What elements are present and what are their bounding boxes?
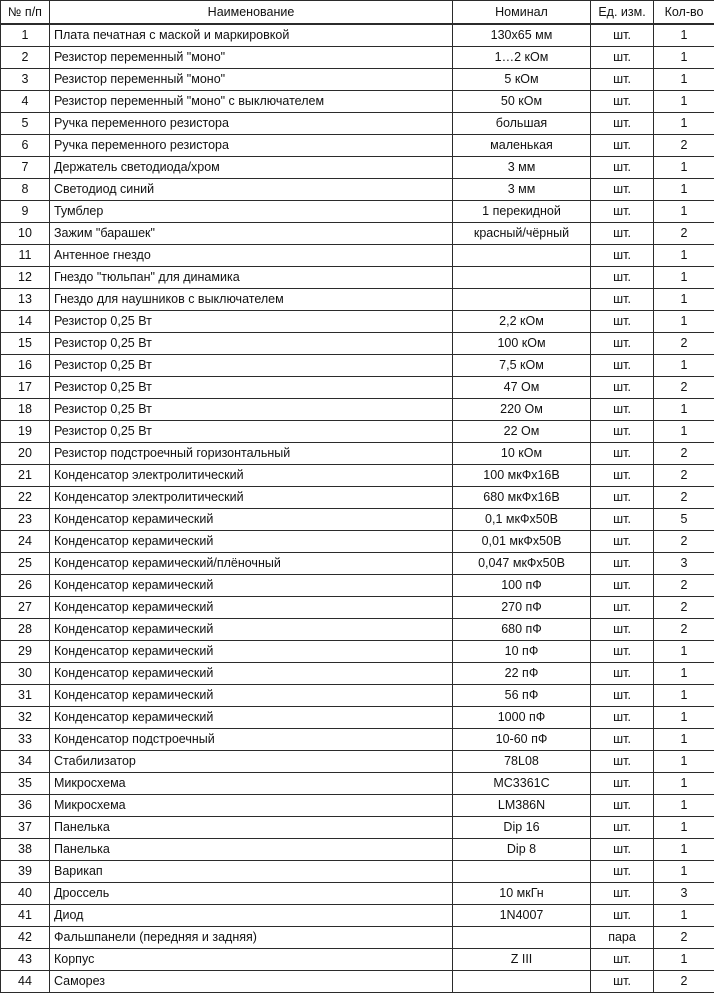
cell-quantity: 1 xyxy=(654,179,714,201)
cell-quantity: 1 xyxy=(654,839,714,861)
cell-name: Резистор 0,25 Вт xyxy=(50,399,453,421)
cell-value: 0,1 мкФх50В xyxy=(453,509,591,531)
cell-name: Резистор 0,25 Вт xyxy=(50,421,453,443)
cell-name: Конденсатор электролитический xyxy=(50,465,453,487)
column-header-name: Наименование xyxy=(50,1,453,25)
table-row xyxy=(1,795,714,817)
cell-quantity: 1 xyxy=(654,311,714,333)
cell-unit: шт. xyxy=(591,619,654,641)
cell-number: 9 xyxy=(1,201,50,223)
table-row xyxy=(1,883,714,905)
cell-number: 27 xyxy=(1,597,50,619)
cell-value: MC3361C xyxy=(453,773,591,795)
cell-quantity: 1 xyxy=(654,817,714,839)
cell-value: 10 мкГн xyxy=(453,883,591,905)
cell-number: 21 xyxy=(1,465,50,487)
cell-number: 40 xyxy=(1,883,50,905)
cell-quantity: 1 xyxy=(654,113,714,135)
column-header-quantity: Кол-во xyxy=(654,1,714,25)
cell-number: 19 xyxy=(1,421,50,443)
cell-value: 22 пФ xyxy=(453,663,591,685)
cell-quantity: 2 xyxy=(654,333,714,355)
table-row xyxy=(1,289,714,311)
cell-number: 28 xyxy=(1,619,50,641)
cell-value: 10 кОм xyxy=(453,443,591,465)
cell-name: Светодиод синий xyxy=(50,179,453,201)
cell-quantity: 1 xyxy=(654,795,714,817)
cell-quantity: 1 xyxy=(654,245,714,267)
table-row xyxy=(1,949,714,971)
cell-unit: шт. xyxy=(591,795,654,817)
cell-value: 0,047 мкФх50В xyxy=(453,553,591,575)
cell-quantity: 1 xyxy=(654,905,714,927)
cell-quantity: 1 xyxy=(654,289,714,311)
cell-number: 14 xyxy=(1,311,50,333)
cell-number: 12 xyxy=(1,267,50,289)
cell-name: Резистор переменный "моно" xyxy=(50,69,453,91)
cell-value: маленькая xyxy=(453,135,591,157)
cell-name: Дроссель xyxy=(50,883,453,905)
cell-name: Панелька xyxy=(50,839,453,861)
table-row xyxy=(1,157,714,179)
cell-quantity: 2 xyxy=(654,971,714,993)
cell-number: 18 xyxy=(1,399,50,421)
cell-value: Dip 8 xyxy=(453,839,591,861)
cell-number: 17 xyxy=(1,377,50,399)
table-row xyxy=(1,245,714,267)
cell-unit: шт. xyxy=(591,773,654,795)
table-row xyxy=(1,355,714,377)
table-row xyxy=(1,333,714,355)
table-row xyxy=(1,179,714,201)
cell-name: Резистор переменный "моно" с выключателем xyxy=(50,91,453,113)
cell-unit: шт. xyxy=(591,685,654,707)
cell-value: 10-60 пФ xyxy=(453,729,591,751)
cell-value: 0,01 мкФх50В xyxy=(453,531,591,553)
cell-number: 15 xyxy=(1,333,50,355)
cell-unit: шт. xyxy=(591,531,654,553)
table-row xyxy=(1,47,714,69)
cell-number: 33 xyxy=(1,729,50,751)
cell-value: 680 мкФх16В xyxy=(453,487,591,509)
table-row xyxy=(1,971,714,993)
cell-quantity: 1 xyxy=(654,421,714,443)
cell-name: Конденсатор электролитический xyxy=(50,487,453,509)
cell-number: 5 xyxy=(1,113,50,135)
cell-number: 26 xyxy=(1,575,50,597)
cell-value xyxy=(453,245,591,267)
table-row xyxy=(1,597,714,619)
cell-name: Конденсатор керамический xyxy=(50,685,453,707)
table-row xyxy=(1,399,714,421)
cell-name: Фальшпанели (передняя и задняя) xyxy=(50,927,453,949)
cell-name: Ручка переменного резистора xyxy=(50,113,453,135)
cell-quantity: 2 xyxy=(654,531,714,553)
cell-value: 50 кОм xyxy=(453,91,591,113)
cell-number: 2 xyxy=(1,47,50,69)
cell-value: 3 мм xyxy=(453,157,591,179)
cell-unit: шт. xyxy=(591,861,654,883)
cell-value: 7,5 кОм xyxy=(453,355,591,377)
cell-name: Конденсатор керамический xyxy=(50,707,453,729)
cell-name: Варикап xyxy=(50,861,453,883)
column-header-unit: Ед. изм. xyxy=(591,1,654,25)
cell-quantity: 2 xyxy=(654,619,714,641)
cell-name: Конденсатор керамический xyxy=(50,509,453,531)
cell-number: 42 xyxy=(1,927,50,949)
cell-number: 30 xyxy=(1,663,50,685)
cell-quantity: 2 xyxy=(654,135,714,157)
cell-quantity: 1 xyxy=(654,157,714,179)
cell-unit: шт. xyxy=(591,971,654,993)
table-row xyxy=(1,575,714,597)
cell-unit: шт. xyxy=(591,751,654,773)
cell-number: 20 xyxy=(1,443,50,465)
cell-name: Резистор 0,25 Вт xyxy=(50,355,453,377)
cell-number: 23 xyxy=(1,509,50,531)
cell-value: 220 Ом xyxy=(453,399,591,421)
table-row xyxy=(1,905,714,927)
cell-unit: шт. xyxy=(591,245,654,267)
cell-name: Гнездо для наушников с выключателем xyxy=(50,289,453,311)
cell-unit: шт. xyxy=(591,597,654,619)
cell-value xyxy=(453,289,591,311)
cell-value: красный/чёрный xyxy=(453,223,591,245)
table-row xyxy=(1,685,714,707)
cell-unit: шт. xyxy=(591,421,654,443)
cell-quantity: 1 xyxy=(654,399,714,421)
cell-value: 10 пФ xyxy=(453,641,591,663)
cell-name: Конденсатор керамический xyxy=(50,641,453,663)
cell-value: Dip 16 xyxy=(453,817,591,839)
cell-name: Конденсатор керамический xyxy=(50,575,453,597)
cell-value: Z III xyxy=(453,949,591,971)
cell-quantity: 1 xyxy=(654,751,714,773)
cell-quantity: 2 xyxy=(654,597,714,619)
cell-quantity: 1 xyxy=(654,267,714,289)
cell-unit: шт. xyxy=(591,707,654,729)
column-header-value: Номинал xyxy=(453,1,591,25)
table-row xyxy=(1,421,714,443)
cell-number: 32 xyxy=(1,707,50,729)
cell-value xyxy=(453,267,591,289)
cell-quantity: 1 xyxy=(654,861,714,883)
cell-name: Антенное гнездо xyxy=(50,245,453,267)
cell-value: 100 кОм xyxy=(453,333,591,355)
cell-unit: шт. xyxy=(591,223,654,245)
cell-quantity: 2 xyxy=(654,443,714,465)
cell-name: Конденсатор керамический xyxy=(50,597,453,619)
cell-number: 43 xyxy=(1,949,50,971)
table-row xyxy=(1,861,714,883)
cell-unit: шт. xyxy=(591,641,654,663)
cell-number: 29 xyxy=(1,641,50,663)
cell-quantity: 3 xyxy=(654,883,714,905)
cell-unit: шт. xyxy=(591,949,654,971)
table-row xyxy=(1,839,714,861)
cell-number: 39 xyxy=(1,861,50,883)
cell-value: 1000 пФ xyxy=(453,707,591,729)
cell-number: 11 xyxy=(1,245,50,267)
cell-name: Резистор подстроечный горизонтальный xyxy=(50,443,453,465)
cell-unit: шт. xyxy=(591,443,654,465)
cell-number: 41 xyxy=(1,905,50,927)
cell-number: 8 xyxy=(1,179,50,201)
cell-quantity: 2 xyxy=(654,487,714,509)
cell-number: 1 xyxy=(1,24,50,47)
table-row xyxy=(1,443,714,465)
cell-name: Резистор 0,25 Вт xyxy=(50,377,453,399)
cell-name: Ручка переменного резистора xyxy=(50,135,453,157)
table-row xyxy=(1,509,714,531)
cell-quantity: 2 xyxy=(654,927,714,949)
cell-quantity: 1 xyxy=(654,47,714,69)
cell-value xyxy=(453,861,591,883)
table-row xyxy=(1,135,714,157)
cell-quantity: 5 xyxy=(654,509,714,531)
cell-quantity: 3 xyxy=(654,553,714,575)
table-row xyxy=(1,487,714,509)
cell-unit: шт. xyxy=(591,399,654,421)
cell-quantity: 2 xyxy=(654,377,714,399)
cell-unit: шт. xyxy=(591,311,654,333)
table-row xyxy=(1,619,714,641)
table-row xyxy=(1,773,714,795)
column-header-number: № п/п xyxy=(1,1,50,25)
table-row xyxy=(1,24,714,47)
cell-unit: шт. xyxy=(591,267,654,289)
table-row xyxy=(1,817,714,839)
cell-unit: шт. xyxy=(591,113,654,135)
cell-quantity: 1 xyxy=(654,663,714,685)
cell-quantity: 2 xyxy=(654,465,714,487)
cell-name: Диод xyxy=(50,905,453,927)
cell-unit: пара xyxy=(591,927,654,949)
table-row xyxy=(1,223,714,245)
cell-unit: шт. xyxy=(591,201,654,223)
cell-value: 22 Ом xyxy=(453,421,591,443)
cell-value: 130x65 мм xyxy=(453,24,591,47)
cell-value: LM386N xyxy=(453,795,591,817)
cell-number: 44 xyxy=(1,971,50,993)
cell-unit: шт. xyxy=(591,69,654,91)
cell-name: Саморез xyxy=(50,971,453,993)
cell-name: Конденсатор керамический xyxy=(50,619,453,641)
cell-unit: шт. xyxy=(591,289,654,311)
cell-name: Плата печатная с маской и маркировкой xyxy=(50,24,453,47)
cell-name: Гнездо "тюльпан" для динамика xyxy=(50,267,453,289)
cell-unit: шт. xyxy=(591,91,654,113)
cell-name: Резистор переменный "моно" xyxy=(50,47,453,69)
cell-number: 13 xyxy=(1,289,50,311)
cell-value: 680 пФ xyxy=(453,619,591,641)
cell-name: Микросхема xyxy=(50,795,453,817)
table-body xyxy=(1,24,714,993)
cell-unit: шт. xyxy=(591,487,654,509)
cell-quantity: 2 xyxy=(654,223,714,245)
cell-value: 2,2 кОм xyxy=(453,311,591,333)
cell-value: 5 кОм xyxy=(453,69,591,91)
cell-number: 16 xyxy=(1,355,50,377)
table-row xyxy=(1,465,714,487)
cell-name: Держатель светодиода/хром xyxy=(50,157,453,179)
table-row xyxy=(1,553,714,575)
cell-quantity: 1 xyxy=(654,707,714,729)
cell-name: Конденсатор подстроечный xyxy=(50,729,453,751)
table-row xyxy=(1,531,714,553)
cell-number: 4 xyxy=(1,91,50,113)
cell-value: 47 Ом xyxy=(453,377,591,399)
cell-name: Резистор 0,25 Вт xyxy=(50,311,453,333)
cell-unit: шт. xyxy=(591,553,654,575)
cell-number: 24 xyxy=(1,531,50,553)
cell-value: 100 пФ xyxy=(453,575,591,597)
cell-number: 38 xyxy=(1,839,50,861)
cell-name: Конденсатор керамический/плёночный xyxy=(50,553,453,575)
cell-number: 25 xyxy=(1,553,50,575)
table-row xyxy=(1,311,714,333)
table-row xyxy=(1,201,714,223)
cell-number: 31 xyxy=(1,685,50,707)
cell-unit: шт. xyxy=(591,465,654,487)
cell-unit: шт. xyxy=(591,47,654,69)
cell-name: Конденсатор керамический xyxy=(50,663,453,685)
cell-name: Микросхема xyxy=(50,773,453,795)
cell-unit: шт. xyxy=(591,575,654,597)
table-header-row xyxy=(1,1,714,25)
cell-name: Зажим "барашек" xyxy=(50,223,453,245)
cell-number: 7 xyxy=(1,157,50,179)
table-row xyxy=(1,729,714,751)
cell-name: Тумблер xyxy=(50,201,453,223)
cell-value: 1N4007 xyxy=(453,905,591,927)
cell-quantity: 1 xyxy=(654,641,714,663)
cell-unit: шт. xyxy=(591,883,654,905)
table-row xyxy=(1,377,714,399)
cell-quantity: 2 xyxy=(654,575,714,597)
cell-value: 1 перекидной xyxy=(453,201,591,223)
cell-quantity: 1 xyxy=(654,69,714,91)
cell-number: 22 xyxy=(1,487,50,509)
cell-name: Конденсатор керамический xyxy=(50,531,453,553)
cell-number: 35 xyxy=(1,773,50,795)
cell-number: 3 xyxy=(1,69,50,91)
cell-unit: шт. xyxy=(591,905,654,927)
table-row xyxy=(1,91,714,113)
cell-unit: шт. xyxy=(591,509,654,531)
cell-quantity: 1 xyxy=(654,729,714,751)
table-row xyxy=(1,707,714,729)
cell-unit: шт. xyxy=(591,817,654,839)
cell-value xyxy=(453,971,591,993)
cell-quantity: 1 xyxy=(654,24,714,47)
cell-name: Корпус xyxy=(50,949,453,971)
cell-value: 3 мм xyxy=(453,179,591,201)
cell-unit: шт. xyxy=(591,355,654,377)
cell-unit: шт. xyxy=(591,663,654,685)
cell-number: 10 xyxy=(1,223,50,245)
table-row xyxy=(1,751,714,773)
cell-name: Стабилизатор xyxy=(50,751,453,773)
table-row xyxy=(1,69,714,91)
cell-name: Панелька xyxy=(50,817,453,839)
table-row xyxy=(1,113,714,135)
cell-value: 270 пФ xyxy=(453,597,591,619)
cell-number: 37 xyxy=(1,817,50,839)
cell-value: 1…2 кОм xyxy=(453,47,591,69)
cell-quantity: 1 xyxy=(654,685,714,707)
cell-number: 36 xyxy=(1,795,50,817)
cell-quantity: 1 xyxy=(654,949,714,971)
cell-quantity: 1 xyxy=(654,201,714,223)
table-row xyxy=(1,927,714,949)
cell-unit: шт. xyxy=(591,333,654,355)
table-row xyxy=(1,267,714,289)
table-row xyxy=(1,663,714,685)
cell-quantity: 1 xyxy=(654,355,714,377)
cell-name: Резистор 0,25 Вт xyxy=(50,333,453,355)
cell-number: 34 xyxy=(1,751,50,773)
cell-quantity: 1 xyxy=(654,773,714,795)
cell-unit: шт. xyxy=(591,377,654,399)
cell-unit: шт. xyxy=(591,24,654,47)
cell-value: большая xyxy=(453,113,591,135)
cell-unit: шт. xyxy=(591,135,654,157)
cell-unit: шт. xyxy=(591,179,654,201)
cell-value: 100 мкФх16В xyxy=(453,465,591,487)
cell-value: 56 пФ xyxy=(453,685,591,707)
cell-unit: шт. xyxy=(591,157,654,179)
table-row xyxy=(1,641,714,663)
table-header xyxy=(1,1,714,25)
cell-number: 6 xyxy=(1,135,50,157)
cell-unit: шт. xyxy=(591,839,654,861)
cell-quantity: 1 xyxy=(654,91,714,113)
cell-value: 78L08 xyxy=(453,751,591,773)
cell-value xyxy=(453,927,591,949)
cell-unit: шт. xyxy=(591,729,654,751)
